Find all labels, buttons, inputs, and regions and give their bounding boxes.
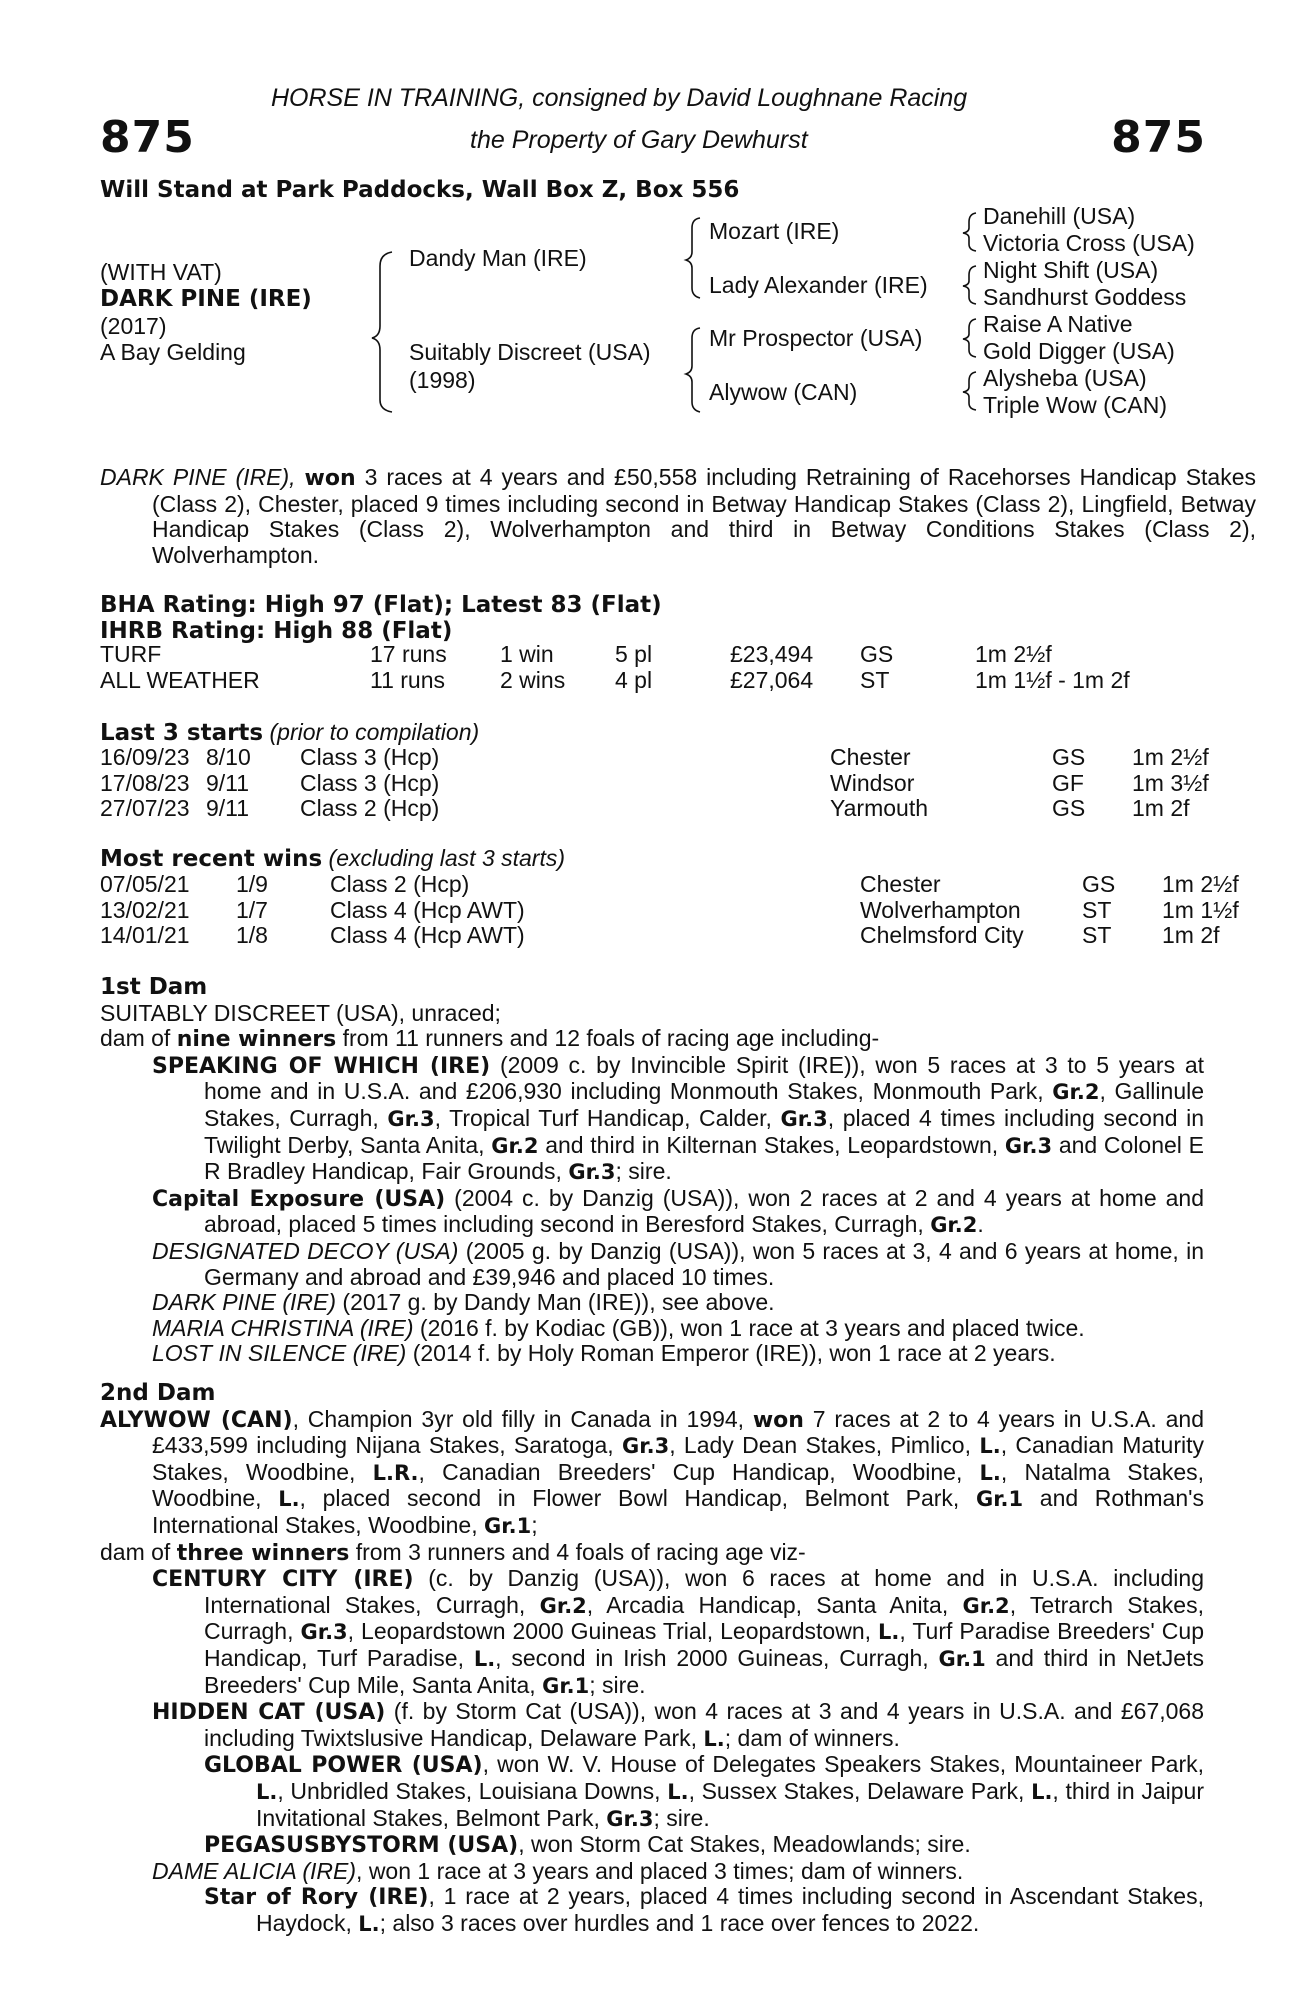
cell: TURF	[100, 641, 162, 667]
text: , Gallinule Stakes, Curragh,	[204, 1078, 1205, 1131]
table-row	[100, 642, 1130, 668]
text: and Colonel E R Bradley Handicap, Fair Grounds,	[204, 1131, 1204, 1185]
horse: ALYWOW (CAN)	[100, 1407, 293, 1433]
recent-wins-title: Most recent wins	[100, 846, 323, 872]
progeny-pegasusbystorm	[204, 1832, 1204, 1859]
text: ; sire.	[615, 1158, 672, 1185]
cell: 1m 2f	[1162, 922, 1220, 949]
text: , Tropical Turf Handicap, Calder,	[434, 1104, 781, 1131]
text: (2014 f. by Holy Roman Emperor (IRE)), won 1 race at 2 years.	[406, 1340, 1056, 1367]
text: (2016 f. by Kodiac (GB)), won 1 race at 3 years and placed twice.	[413, 1314, 1085, 1341]
cell: Chester	[860, 871, 941, 897]
summary-text: 3 races at 4 years and £50,558 including Retraining of Racehorses Handicap Stakes (Class 2), Chester, placed 9 times including second in Betway Handicap Stakes (Class 2), Lingfield, Betway Handicap Stakes (Class 2), Wolverhampton and third in Betway Conditions Stakes (Class 2), Wolverhampton.	[152, 464, 1257, 568]
cell: Class 3 (Hcp)	[300, 744, 440, 770]
cell: Class 4 (Hcp AWT)	[330, 922, 525, 949]
grade: L.	[878, 1620, 900, 1645]
grade: Gr.3	[606, 1806, 654, 1831]
text: , won W. V. House of Delegates Speakers Stakes, Mountaineer Park,	[482, 1751, 1204, 1778]
cell: GS	[1052, 744, 1086, 770]
cell: 1/7	[236, 896, 268, 923]
grade: L.	[667, 1779, 689, 1804]
progeny-dame-alicia	[152, 1859, 1204, 1885]
text: , placed 4 times including second in Twilight Derby, Santa Anita,	[204, 1104, 1205, 1158]
cell: 1m 3½f	[1132, 769, 1209, 796]
ihrb-rating: IHRB Rating: High 88 (Flat)	[100, 618, 453, 644]
text: from 11 runners and 12 foals of racing age including-	[336, 1025, 880, 1052]
cell: 4 pl	[615, 666, 653, 693]
gg-2: Victoria Cross (USA)	[983, 230, 1195, 256]
text: , Tetrarch Stakes, Curragh,	[204, 1591, 1204, 1645]
text: , Champion 3yr old filly in Canada in 1994,	[292, 1405, 753, 1432]
grade: L.	[278, 1487, 300, 1512]
winners-count: nine winners	[176, 1027, 337, 1053]
progeny-star-of-rory	[204, 1884, 1204, 1937]
cell: 16/09/23	[100, 744, 190, 770]
text: , won Storm Cat Stakes, Meadowlands; sire.	[518, 1831, 971, 1858]
race-summary	[100, 465, 1256, 568]
grade: Gr.1	[542, 1673, 590, 1698]
text: dam of	[100, 1538, 177, 1565]
first-dam-line1: SUITABLY DISCREET (USA), unraced;	[100, 999, 501, 1026]
grade: Gr.2	[962, 1593, 1010, 1618]
grandprogeny-list	[152, 1752, 1204, 1858]
progeny-century-city	[152, 1566, 1204, 1699]
horse: Capital Exposure (USA)	[152, 1186, 446, 1212]
first-dam-section	[100, 974, 1204, 1367]
grade: L.	[256, 1779, 278, 1804]
table-row	[100, 898, 1239, 924]
text: , won 1 race at 3 years and placed 3 times; dam of winners.	[356, 1857, 964, 1884]
last-starts-heading	[100, 720, 479, 747]
cell: ALL WEATHER	[100, 666, 260, 693]
text: (2004 c. by Danzig (USA)), won 2 races at 2 and 4 years at home and abroad, placed 5 times including second in Beresford Stakes, Curragh,	[204, 1184, 1204, 1238]
grade: Gr.1	[484, 1513, 532, 1538]
grade: L.R.	[372, 1460, 419, 1485]
grade: Gr.2	[539, 1593, 587, 1618]
horse: LOST IN SILENCE (IRE)	[152, 1340, 407, 1367]
ratings-table	[100, 642, 1130, 693]
progeny-list	[100, 1566, 1204, 1937]
progeny-speaking-of-which	[152, 1053, 1204, 1186]
gg-6: Gold Digger (USA)	[983, 338, 1175, 364]
cell: Class 4 (Hcp AWT)	[330, 896, 525, 923]
cell: 1m 1½f	[1162, 896, 1239, 923]
horse: DAME ALICIA (IRE)	[152, 1857, 357, 1884]
text: and Rothman's International Stakes, Woodbine,	[152, 1485, 1205, 1538]
text: , Leopardstown 2000 Guineas Trial, Leopardstown,	[347, 1618, 879, 1645]
gg-5: Raise A Native	[983, 311, 1133, 337]
text: ;	[531, 1511, 538, 1538]
text: ; sire.	[653, 1804, 710, 1831]
won: won	[752, 1407, 804, 1433]
text: , Lady Dean Stakes, Pimlico,	[669, 1432, 980, 1459]
table-row	[100, 745, 1209, 771]
text: (f. by Storm Cat (USA)), won 4 races at 3 and 4 years in U.S.A. and £67,068 including Twixtslusive Handicap, Delaware Park,	[204, 1698, 1205, 1751]
progeny-list	[100, 1053, 1204, 1367]
winners-count: three winners	[176, 1540, 350, 1566]
cell: 2 wins	[500, 666, 566, 693]
text: , Canadian Breeders' Cup Handicap, Woodbine,	[418, 1458, 980, 1485]
table-row	[100, 796, 1209, 822]
last-starts-note: (prior to compilation)	[269, 719, 480, 745]
cell: 9/11	[206, 795, 250, 822]
progeny-designated-decoy	[152, 1239, 1204, 1290]
cell: 11 runs	[370, 666, 446, 693]
cell: 1m 2f	[1132, 795, 1190, 822]
gg-1: Danehill (USA)	[983, 203, 1136, 229]
horse: CENTURY CITY (IRE)	[152, 1567, 414, 1593]
last-starts-title: Last 3 starts	[100, 720, 264, 746]
grade: L.	[1031, 1779, 1053, 1804]
cell: 17 runs	[370, 641, 447, 667]
text: (2017 g. by Dandy Man (IRE)), see above.	[336, 1289, 775, 1316]
cell: 8/10	[206, 744, 251, 770]
cell: Yarmouth	[830, 795, 929, 822]
cell: GS	[1082, 871, 1116, 897]
sire: Dandy Man (IRE)	[409, 245, 587, 271]
text: , Canadian Maturity Stakes, Woodbine,	[152, 1432, 1204, 1485]
consignment-line: HORSE IN TRAINING, consigned by David Loughnane Racing	[271, 84, 968, 112]
cell: GF	[1052, 769, 1084, 796]
cell: Windsor	[830, 769, 915, 796]
grade: Gr.2	[491, 1133, 539, 1158]
horse: MARIA CHRISTINA (IRE)	[152, 1314, 414, 1341]
cell: 1m 2½f	[1132, 744, 1209, 770]
progeny-global-power	[204, 1752, 1204, 1832]
horse: DARK PINE (IRE)	[152, 1289, 337, 1316]
cell: Chelmsford City	[860, 922, 1024, 949]
grade: Gr.3	[300, 1620, 348, 1645]
cell: 1m 1½f - 1m 2f	[975, 666, 1130, 693]
text: (2005 g. by Danzig (USA)), won 5 races at 3, 4 and 6 years at home, in Germany and abroad and £39,946 and placed 10 times.	[204, 1237, 1204, 1290]
first-dam-title: 1st Dam	[100, 974, 208, 1000]
text: ; sire.	[589, 1671, 646, 1698]
text: , Unbridled Stakes, Louisiana Downs,	[277, 1777, 668, 1804]
horse-year: (2017)	[100, 313, 167, 339]
text: from 3 runners and 4 foals of racing age viz-	[349, 1538, 806, 1565]
text: , third in Jaipur Invitational Stakes, Belmont Park,	[256, 1777, 1204, 1831]
table-row	[100, 771, 1209, 797]
bha-rating: BHA Rating: High 97 (Flat); Latest 83 (Flat)	[100, 592, 662, 618]
gg-3: Night Shift (USA)	[983, 257, 1159, 283]
cell: 27/07/23	[100, 795, 190, 822]
cell: 1m 2½f	[975, 641, 1052, 667]
gg-4: Sandhurst Goddess	[983, 284, 1187, 310]
grade: Gr.3	[568, 1160, 616, 1185]
grade: Gr.3	[622, 1434, 670, 1459]
grade: L.	[473, 1646, 496, 1671]
second-dam-record	[100, 1407, 1204, 1540]
cell: Class 3 (Hcp)	[300, 769, 440, 796]
text: , placed second in Flower Bowl Handicap, Belmont Park,	[299, 1485, 976, 1512]
stand-location: Will Stand at Park Paddocks, Wall Box Z, Box 556	[100, 177, 740, 203]
cell: ST	[860, 666, 890, 693]
horse: GLOBAL POWER (USA)	[204, 1753, 483, 1779]
grade: Gr.3	[1004, 1133, 1053, 1158]
last-starts-table	[100, 745, 1209, 822]
dam-dam: Alywow (CAN)	[709, 379, 858, 405]
grade: Gr.2	[930, 1213, 978, 1238]
text: (2009 c. by Invincible Spirit (IRE)), won 5 races at 3 to 5 years at home and in U.S.A. and £206,930 including Monmouth Stakes, Monmouth Park,	[204, 1051, 1205, 1105]
text: dam of	[100, 1025, 177, 1052]
horse: PEGASUSBYSTORM (USA)	[204, 1833, 519, 1859]
grade: Gr.1	[975, 1487, 1024, 1512]
text: 7 races at 2 to 4 years in U.S.A. and £433,599 including Nijana Stakes, Saratoga,	[152, 1405, 1205, 1459]
text: , Sussex Stakes, Delaware Park,	[688, 1777, 1032, 1804]
dam-year: (1998)	[409, 367, 476, 393]
text: and third in NetJets Breeders' Cup Mile, Santa Anita,	[204, 1644, 1204, 1698]
cell: £27,064	[730, 666, 814, 693]
horse: HIDDEN CAT (USA)	[152, 1700, 386, 1726]
cell: Chester	[830, 744, 911, 770]
cell: 9/11	[206, 769, 250, 796]
grade: Gr.3	[780, 1106, 828, 1131]
property-line: the Property of Gary Dewhurst	[470, 126, 808, 154]
grade: L.	[979, 1460, 1001, 1485]
sire-sire: Mozart (IRE)	[709, 218, 840, 244]
grandprogeny-list	[152, 1884, 1204, 1937]
gg-8: Triple Wow (CAN)	[983, 392, 1168, 418]
cell: 14/01/21	[100, 922, 190, 949]
cell: GS	[1052, 795, 1086, 822]
text: , 1 race at 2 years, placed 4 times including second in Ascendant Stakes, Haydock,	[256, 1883, 1204, 1936]
gg-7: Alysheba (USA)	[983, 365, 1147, 391]
horse: SPEAKING OF WHICH (IRE)	[152, 1053, 491, 1079]
progeny-hidden-cat	[152, 1699, 1204, 1752]
cell: Class 2 (Hcp)	[330, 871, 470, 897]
horse: DESIGNATED DECOY (USA)	[152, 1237, 459, 1264]
text: ; also 3 races over hurdles and 1 race over fences to 2022.	[379, 1909, 980, 1936]
sire-dam: Lady Alexander (IRE)	[709, 272, 928, 298]
text: .	[977, 1211, 984, 1238]
table-row	[100, 668, 1130, 694]
horse-description: A Bay Gelding	[100, 339, 246, 365]
summary-won: won	[304, 466, 356, 491]
grade: Gr.1	[938, 1646, 986, 1671]
cell: 5 pl	[615, 641, 653, 667]
table-row	[100, 923, 1239, 949]
second-dam-title: 2nd Dam	[100, 1380, 216, 1406]
text: , second in Irish 2000 Guineas, Curragh,	[495, 1644, 939, 1671]
cell: 17/08/23	[100, 769, 190, 796]
lot-number-right: 875	[1111, 112, 1206, 163]
summary-horse-name: DARK PINE (IRE),	[100, 464, 296, 490]
recent-wins-table	[100, 872, 1239, 949]
cell: 13/02/21	[100, 896, 190, 923]
cell: GS	[860, 641, 894, 667]
vat-label: (WITH VAT)	[100, 259, 222, 285]
dam: Suitably Discreet (USA)	[409, 339, 651, 365]
grade: Gr.2	[1052, 1080, 1100, 1105]
table-row	[100, 872, 1239, 898]
grade: L.	[358, 1911, 380, 1936]
cell: ST	[1082, 922, 1112, 949]
progeny-capital-exposure	[152, 1186, 1204, 1239]
cell: Wolverhampton	[860, 896, 1021, 923]
progeny-lost-in-silence	[152, 1341, 1204, 1367]
cell: £23,494	[730, 641, 814, 667]
progeny-maria-christina	[152, 1316, 1204, 1342]
cell: 1 win	[500, 641, 554, 667]
text: , Arcadia Handicap, Santa Anita,	[586, 1591, 963, 1618]
cell: 1/9	[236, 871, 268, 897]
horse-name: DARK PINE (IRE)	[100, 286, 312, 312]
grade: L.	[979, 1434, 1001, 1459]
recent-wins-heading	[100, 846, 565, 873]
text: (c. by Danzig (USA)), won 6 races at home and in U.S.A. including International Stakes, Curragh,	[204, 1565, 1204, 1618]
text: , Natalma Stakes, Woodbine,	[152, 1458, 1204, 1512]
text: and third in Kilternan Stakes, Leopardstown,	[538, 1131, 1005, 1158]
text: ; dam of winners.	[724, 1724, 900, 1751]
cell: 1m 2½f	[1162, 871, 1239, 897]
cell: ST	[1082, 896, 1112, 923]
lot-number-left: 875	[100, 112, 195, 163]
cell: Class 2 (Hcp)	[300, 795, 440, 822]
dam-sire: Mr Prospector (USA)	[709, 325, 923, 351]
horse: Star of Rory (IRE)	[204, 1885, 429, 1911]
second-dam-section	[100, 1380, 1204, 1937]
cell: 07/05/21	[100, 871, 190, 897]
text: , Turf Paradise Breeders' Cup Handicap, Turf Paradise,	[204, 1618, 1205, 1671]
progeny-dark-pine	[152, 1290, 1204, 1316]
recent-wins-note: (excluding last 3 starts)	[328, 845, 566, 871]
grade: L.	[703, 1726, 725, 1751]
grade: Gr.3	[387, 1106, 435, 1131]
cell: 1/8	[236, 922, 268, 949]
